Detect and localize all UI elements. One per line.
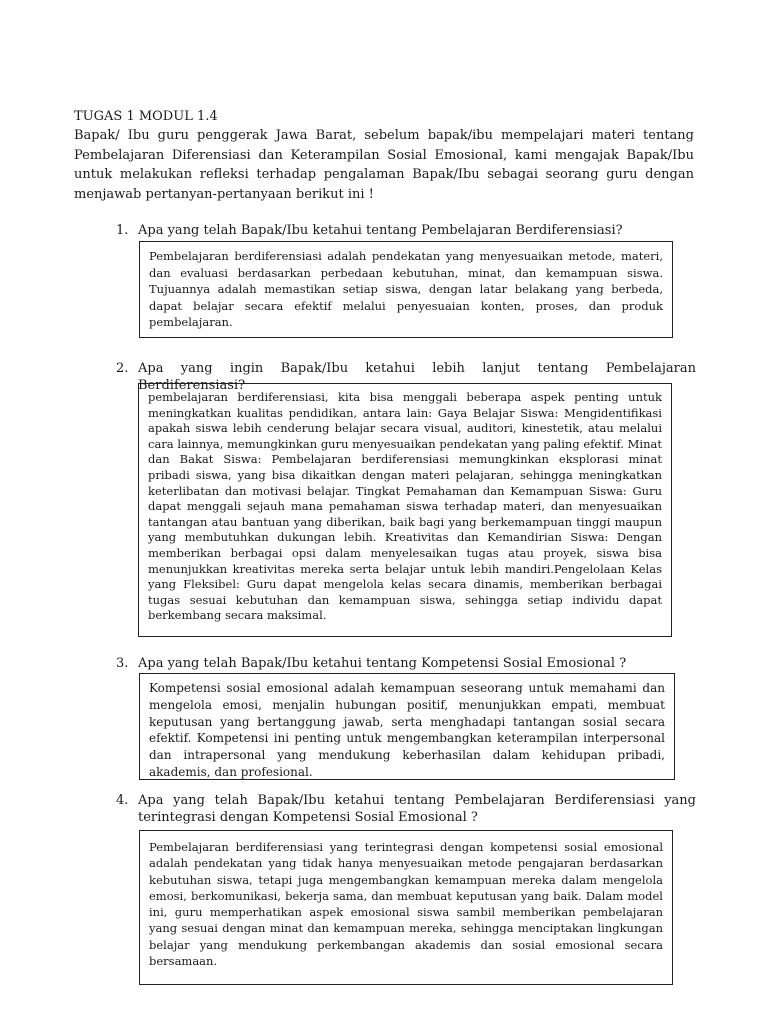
answer-box-1: Pembelajaran berdiferensiasi adalah pendekatan yang menyesuaikan metode, materi, dan evaluasi berdasarkan perbedaan kebutuhan, minat, dan kemampuan siswa. Tujuannya adalah memastikan setiap siswa, dengan latar belakang yang berbeda, dapat belajar secara efektif melalui penyesuaian konten, proses, dan produk pembelajaran. <box>139 241 673 338</box>
question-text: Apa yang telah Bapak/Ibu ketahui tentang Pembelajaran Berdiferensiasi yang terintegrasi dengan Kompetensi Sosial Emosional ? <box>138 793 696 825</box>
question-text: Apa yang ingin Bapak/Ibu ketahui lebih lanjut tentang Pembelajaran Berdiferensiasi? <box>138 361 696 393</box>
answer-box-3: Kompetensi sosial emosional adalah kemampuan seseorang untuk memahami dan mengelola emosi, menjalin hubungan positif, menunjukkan empati, membuat keputusan yang bertanggung jawab, serta menghadapi tantangan sosial secara efektif. Kompetensi ini penting untuk mengembangkan keterampilan interpersonal dan intrapersonal yang mendukung keberhasilan dalam kehidupan pribadi, akademis, dan profesional. <box>139 673 675 780</box>
answer-box-2: pembelajaran berdiferensiasi, kita bisa menggali beberapa aspek penting untuk meningkatkan kualitas pendidikan, antara lain: Gaya Belajar Siswa: Mengidentifikasi apakah siswa lebih cenderung belajar secara visual, auditori, kinestetik, atau melalui cara lainnya, memungkinkan guru menyesuaikan pendekatan yang paling efektif. Minat dan Bakat Siswa: Pembelajaran berdiferensiasi memungkinkan eksplorasi minat pribadi siswa, yang bisa dikaitkan dengan materi pelajaran, sehingga meningkatkan keterlibatan dan motivasi belajar. Tingkat Pemahaman dan Kemampuan Siswa: Guru dapat menggali sejauh mana pemahaman siswa terhadap materi, dan menyesuaikan tantangan atau bantuan yang diberikan, baik bagi yang berkemampuan tinggi maupun yang membutuhkan dukungan lebih. Kreativitas dan Kemandirian Siswa: Dengan memberikan berbagai opsi dalam menyelesaikan tugas atau proyek, siswa bisa menunjukkan kreativitas mereka serta belajar untuk lebih mandiri.Pengelolaan Kelas yang Fleksibel: Guru dapat mengelola kelas secara dinamis, memberikan berbagai tugas sesuai kebutuhan dan kemampuan siswa, sehingga setiap individu dapat berkembang secara maksimal. <box>138 383 672 637</box>
question-number: 1. <box>116 223 129 238</box>
question-text: Apa yang telah Bapak/Ibu ketahui tentang Kompetensi Sosial Emosional ? <box>138 656 627 671</box>
answer-box-4: Pembelajaran berdiferensiasi yang terintegrasi dengan kompetensi sosial emosional adalah pendekatan yang tidak hanya menyesuaikan metode pengajaran berdasarkan kebutuhan siswa, tetapi juga mengembangkan kemampuan mereka dalam mengelola emosi, berkomunikasi, bekerja sama, dan membuat keputusan yang baik. Dalam model ini, guru memperhatikan aspek emosional siswa sambil memberikan pembelajaran yang sesuai dengan minat dan kemampuan mereka, sehingga menciptakan lingkungan belajar yang mendukung perkembangan akademis dan sosial emosional secara bersamaan. <box>139 830 673 985</box>
question-1 <box>116 222 696 239</box>
question-number: 3. <box>116 656 129 671</box>
question-4 <box>116 792 696 826</box>
document-header <box>74 108 694 204</box>
document-intro: Bapak/ Ibu guru penggerak Jawa Barat, sebelum bapak/ibu mempelajari materi tentang Pembelajaran Diferensiasi dan Keterampilan Sosial Emosional, kami mengajak Bapak/Ibu untuk melakukan refleksi terhadap pengalaman Bapak/Ibu sebagai seorang guru dengan menjawab pertanyan-pertanyaan berikut ini ! <box>74 128 694 202</box>
question-number: 4. <box>116 793 129 808</box>
question-3 <box>116 655 696 672</box>
question-text: Apa yang telah Bapak/Ibu ketahui tentang Pembelajaran Berdiferensiasi? <box>138 223 623 238</box>
question-number: 2. <box>116 361 129 376</box>
document-title: TUGAS 1 MODUL 1.4 <box>74 109 218 124</box>
